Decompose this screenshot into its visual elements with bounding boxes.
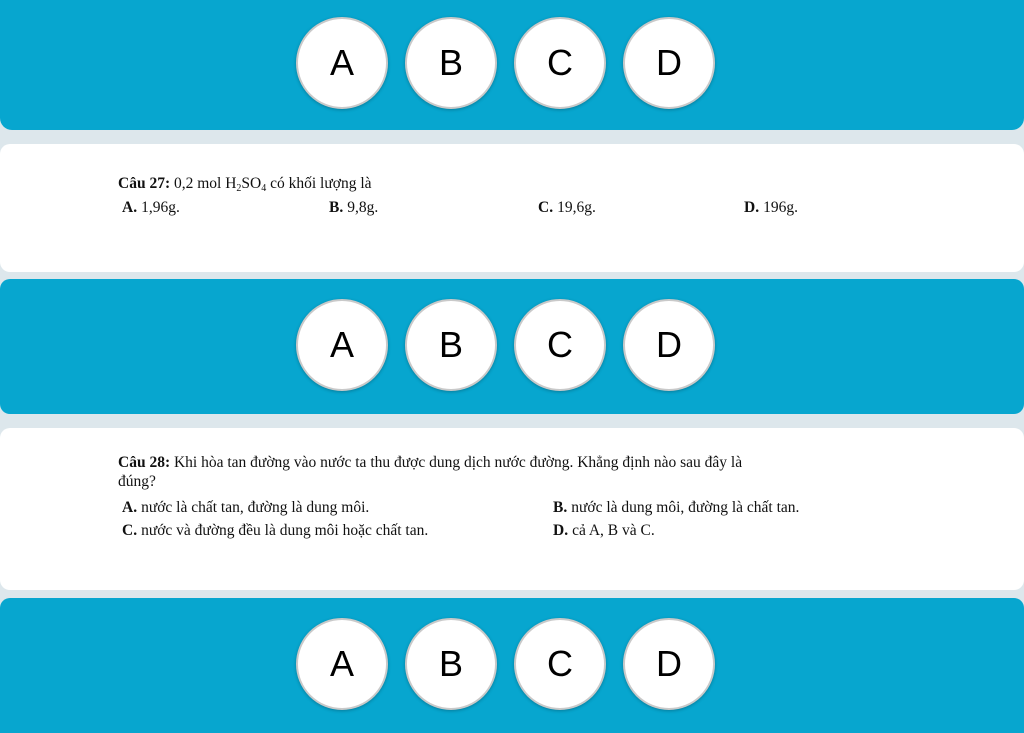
option-letter: A. (122, 499, 138, 516)
option-letter: D. (553, 522, 569, 539)
question-28-text-line2 (118, 473, 156, 491)
answer-choices (0, 17, 1024, 113)
question-28-card (0, 428, 1024, 590)
choice-a-button[interactable]: A (296, 17, 388, 109)
question-label: Câu 28: (118, 454, 171, 471)
option-text: 19,6g. (557, 199, 596, 216)
question-28-text (118, 454, 742, 472)
option-a (122, 199, 180, 217)
answer-choices (0, 299, 1024, 395)
choice-c-button[interactable]: C (514, 618, 606, 710)
choice-d-button[interactable]: D (623, 618, 715, 710)
question-text-part: đúng? (118, 473, 156, 490)
option-d (553, 522, 655, 540)
choice-b-button[interactable]: B (405, 618, 497, 710)
question-text-part: có khối lượng là (266, 175, 372, 192)
option-b (329, 199, 378, 217)
option-letter: A. (122, 199, 138, 216)
choice-a-button[interactable]: A (296, 299, 388, 391)
option-d (744, 199, 798, 217)
option-text: nước và đường đều là dung môi hoặc chất tan. (141, 522, 429, 539)
option-text: 1,96g. (141, 199, 180, 216)
subscript: 4 (261, 183, 267, 194)
question-27-card (0, 144, 1024, 272)
option-text: nước là chất tan, đường là dung môi. (141, 499, 370, 516)
option-c (538, 199, 596, 217)
option-a (122, 499, 369, 517)
option-text: nước là dung môi, đường là chất tan. (571, 499, 800, 516)
subscript: 2 (236, 183, 242, 194)
option-b (553, 499, 799, 517)
answer-bar-2 (0, 279, 1024, 414)
question-text-part: 0,2 mol H (173, 175, 237, 192)
option-text: 9,8g. (347, 199, 379, 216)
option-text: 196g. (763, 199, 798, 216)
answer-choices (0, 618, 1024, 714)
choice-b-button[interactable]: B (405, 299, 497, 391)
answer-bar-3 (0, 598, 1024, 733)
choice-c-button[interactable]: C (514, 299, 606, 391)
option-text: cả A, B và C. (572, 522, 655, 539)
question-text-part: Khi hòa tan đường vào nước ta thu được dung dịch nước đường. Khẳng định nào sau đây là (173, 454, 743, 471)
choice-b-button[interactable]: B (405, 17, 497, 109)
question-27-text (118, 175, 372, 198)
choice-c-button[interactable]: C (514, 17, 606, 109)
question-label: Câu 27: (118, 175, 171, 192)
option-letter: B. (329, 199, 344, 216)
option-letter: B. (553, 499, 568, 516)
choice-a-button[interactable]: A (296, 618, 388, 710)
option-letter: D. (744, 199, 760, 216)
choice-d-button[interactable]: D (623, 17, 715, 109)
option-letter: C. (538, 199, 554, 216)
choice-d-button[interactable]: D (623, 299, 715, 391)
question-text-part: SO (241, 175, 262, 192)
answer-bar-1 (0, 0, 1024, 130)
option-letter: C. (122, 522, 138, 539)
option-c (122, 522, 428, 540)
